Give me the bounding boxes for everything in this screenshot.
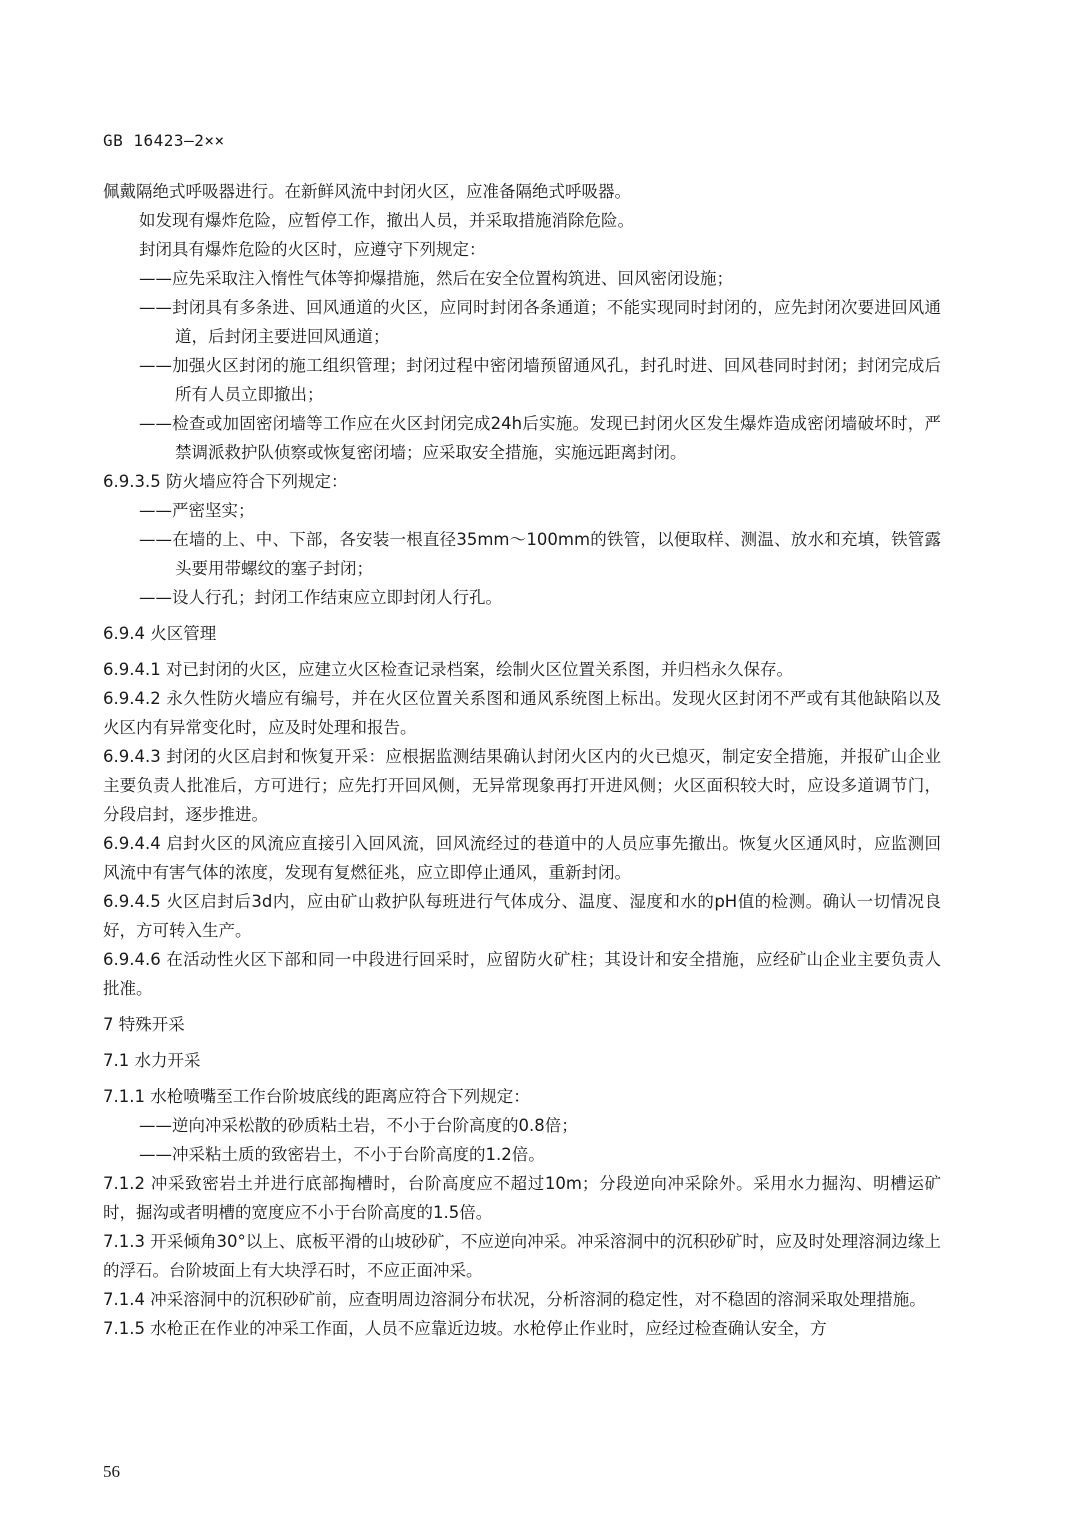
section-heading: 7.1 水力开采 xyxy=(103,1051,201,1070)
list-item: ——在墙的上、中、下部，各安装一根直径35mm～100mm的铁管，以便取样、测温、放水和充填，铁管露头要用带螺纹的塞子封闭； xyxy=(139,530,941,578)
clause-paragraph: 7.1.1 水枪喷嘴至工作台阶坡底线的距离应符合下列规定： xyxy=(103,1087,530,1106)
list-item: ——设人行孔；封闭工作结束应立即封闭人行孔。 xyxy=(139,588,502,607)
document-code: GB 16423—2×× xyxy=(103,131,225,150)
paragraph: 如发现有爆炸危险，应暂停工作，撤出人员，并采取措施消除危险。 xyxy=(139,211,634,230)
list-item: ——检查或加固密闭墙等工作应在火区封闭完成24h后实施。发现已封闭火区发生爆炸造成密闭墙破坏时，严禁调派救护队侦察或恢复密闭墙；应采取安全措施，实施远距离封闭。 xyxy=(139,414,941,462)
clause-paragraph: 6.9.4.1 对已封闭的火区，应建立火区检查记录档案，绘制火区位置关系图，并归档永久保存。 xyxy=(103,660,793,679)
paragraph: 封闭具有爆炸危险的火区时，应遵守下列规定： xyxy=(139,240,486,259)
list-item: ——应先采取注入惰性气体等抑爆措施，然后在安全位置构筑进、回风密闭设施； xyxy=(139,269,733,288)
clause-paragraph: 6.9.4.2 永久性防火墙应有编号，并在火区位置关系图和通风系统图上标出。发现火区封闭不严或有其他缺陷以及火区内有异常变化时，应及时处理和报告。 xyxy=(103,689,941,737)
clause-paragraph: 6.9.4.5 火区启封后3d内，应由矿山救护队每班进行气体成分、温度、湿度和水的pH值的检测。确认一切情况良好，方可转入生产。 xyxy=(103,892,941,940)
list-item: ——严密坚实； xyxy=(139,501,255,520)
clause-paragraph: 7.1.3 开采倾角30°以上、底板平滑的山坡砂矿，不应逆向冲采。冲采溶洞中的沉积砂矿时，应及时处理溶洞边缘上的浮石。台阶坡面上有大块浮石时，不应正面冲采。 xyxy=(103,1232,941,1280)
clause-paragraph: 6.9.4.4 启封火区的风流应直接引入回风流，回风流经过的巷道中的人员应事先撤出。恢复火区通风时，应监测回风流中有害气体的浓度，发现有复燃征兆，应立即停止通风，重新封闭。 xyxy=(103,834,941,882)
clause-paragraph: 6.9.3.5 防火墙应符合下列规定： xyxy=(103,472,348,491)
list-item: ——逆向冲采松散的砂质粘土岩，不小于台阶高度的0.8倍； xyxy=(139,1116,578,1135)
clause-paragraph: 7.1.2 冲采致密岩土并进行底部掏槽时，台阶高度应不超过10m；分段逆向冲采除外。采用水力掘沟、明槽运矿时，掘沟或者明槽的宽度应不小于台阶高度的1.5倍。 xyxy=(103,1174,941,1222)
section-heading: 6.9.4 火区管理 xyxy=(103,624,217,643)
document-body xyxy=(103,177,941,1343)
page-number: 56 xyxy=(103,1462,120,1481)
clause-paragraph: 6.9.4.6 在活动性火区下部和同一中段进行回采时，应留防火矿柱；其设计和安全措施，应经矿山企业主要负责人批准。 xyxy=(103,950,941,998)
paragraph: 佩戴隔绝式呼吸器进行。在新鲜风流中封闭火区，应准备隔绝式呼吸器。 xyxy=(103,182,631,201)
chapter-heading: 7 特殊开采 xyxy=(103,1015,185,1034)
clause-paragraph: 7.1.4 冲采溶洞中的沉积砂矿前，应查明周边溶洞分布状况，分析溶洞的稳定性，对不稳固的溶洞采取处理措施。 xyxy=(103,1290,926,1309)
clause-paragraph: 7.1.5 水枪正在作业的冲采工作面，人员不应靠近边坡。水枪停止作业时，应经过检查确认安全，方 xyxy=(103,1319,827,1338)
list-item: ——冲采粘土质的致密岩土，不小于台阶高度的1.2倍。 xyxy=(139,1145,545,1164)
list-item: ——封闭具有多条进、回风通道的火区，应同时封闭各条通道；不能实现同时封闭的，应先封闭次要进回风通道，后封闭主要进回风通道； xyxy=(139,298,941,346)
list-item: ——加强火区封闭的施工组织管理；封闭过程中密闭墙预留通风孔，封孔时进、回风巷同时封闭；封闭完成后所有人员立即撤出； xyxy=(139,356,941,404)
clause-paragraph: 6.9.4.3 封闭的火区启封和恢复开采：应根据监测结果确认封闭火区内的火已熄灭，制定安全措施，并报矿山企业主要负责人批准后，方可进行；应先打开回风侧，无异常现象再打开进风侧；火区面积较大时，应设多道调节门，分段启封，逐步推进。 xyxy=(103,747,941,824)
